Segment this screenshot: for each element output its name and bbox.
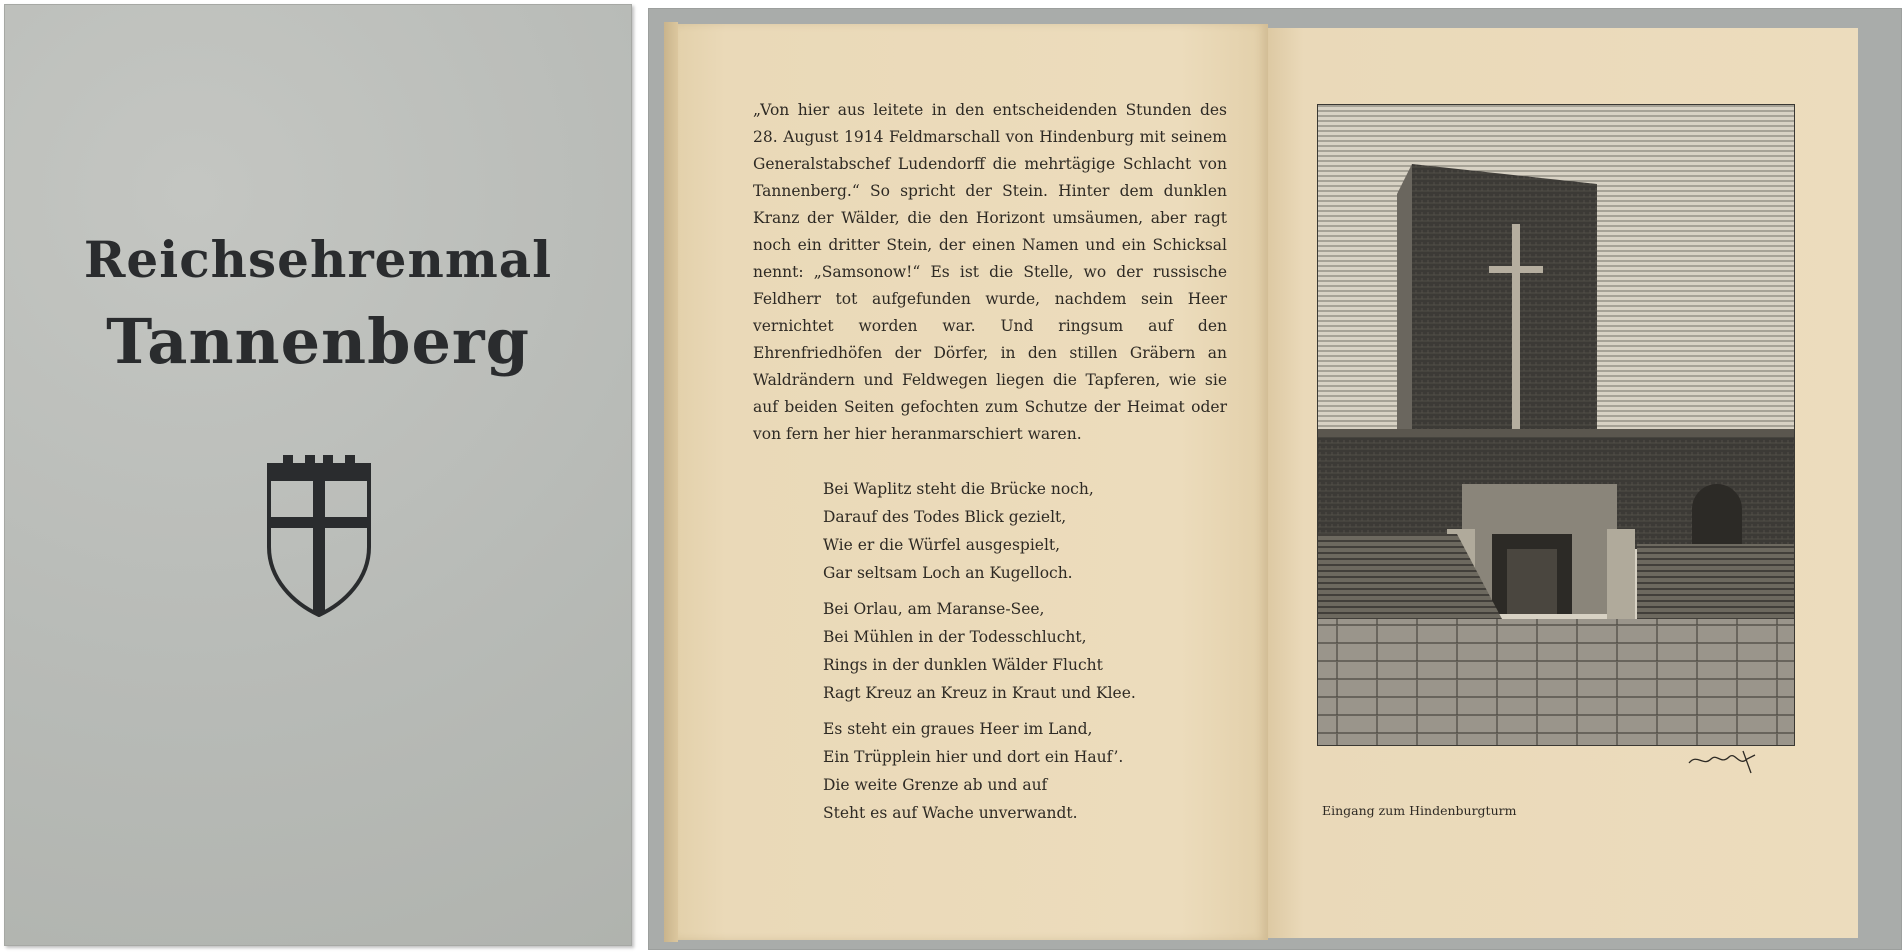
poem-line: Bei Orlau, am Maranse-See,	[823, 600, 1045, 618]
poem-line: Steht es auf Wache unverwandt.	[823, 804, 1078, 822]
poem-stanza-2	[823, 595, 1243, 707]
booklet-cover	[4, 4, 632, 946]
poem-line: Rings in der dunklen Wälder Flucht	[823, 656, 1103, 674]
poem-stanza-1	[823, 475, 1243, 587]
poem-line: Gar seltsam Loch an Kugelloch.	[823, 564, 1073, 582]
cover-title-line2: Tannenberg	[106, 305, 530, 378]
hindenburg-tower-engraving	[1317, 104, 1795, 746]
castle-cross-shield-icon	[263, 455, 375, 617]
poem-line: Die weite Grenze ab und auf	[823, 776, 1048, 794]
illustration-caption: Eingang zum Hindenburgturm	[1322, 803, 1517, 818]
poem-line: Bei Mühlen in der Todesschlucht,	[823, 628, 1087, 646]
poem-line: Darauf des Todes Blick gezielt,	[823, 508, 1067, 526]
poem-line: Ragt Kreuz an Kreuz in Kraut und Klee.	[823, 684, 1136, 702]
cover-title-line1: Reichsehrenmal	[83, 230, 553, 289]
poem-line: Ein Trüpplein hier und dort ein Hauf’.	[823, 748, 1124, 766]
artist-signature-icon	[1685, 745, 1765, 775]
poem-stanza-3	[823, 715, 1243, 827]
poem-line: Bei Waplitz steht die Brücke noch,	[823, 480, 1094, 498]
page-edges	[664, 22, 678, 942]
prose-paragraph: „Von hier aus leitete in den entscheidenden Stunden des 28. August 1914 Feldmarschall von Hindenburg mit seinem Generalstabschef Ludendorff die mehrtägige Schlacht von Tannenberg.“ So spricht der Stein. Hinter dem dunklen Kranz der Wälder, die den Horizont umsäumen, aber ragt noch ein dritter Stein, der einen Namen und ein Schicksal nennt: „Samsonow!“ Es ist die Stelle, wo der russische Feldherr tot aufgefunden wurde, nachdem sein Heer vernichtet worden war. Und ringsum auf den Ehrenfriedhöfen der Dörfer, in den stillen Gräbern an Waldrändern und Feldwegen liegen die Tapferen, wie sie auf beiden Seiten gefochten zum Schutze der Heimat oder von fern her hier heranmarschiert waren.	[753, 101, 1227, 443]
poem-line: Es steht ein graues Heer im Land,	[823, 720, 1093, 738]
poem-line: Wie er die Würfel ausgespielt,	[823, 536, 1061, 554]
